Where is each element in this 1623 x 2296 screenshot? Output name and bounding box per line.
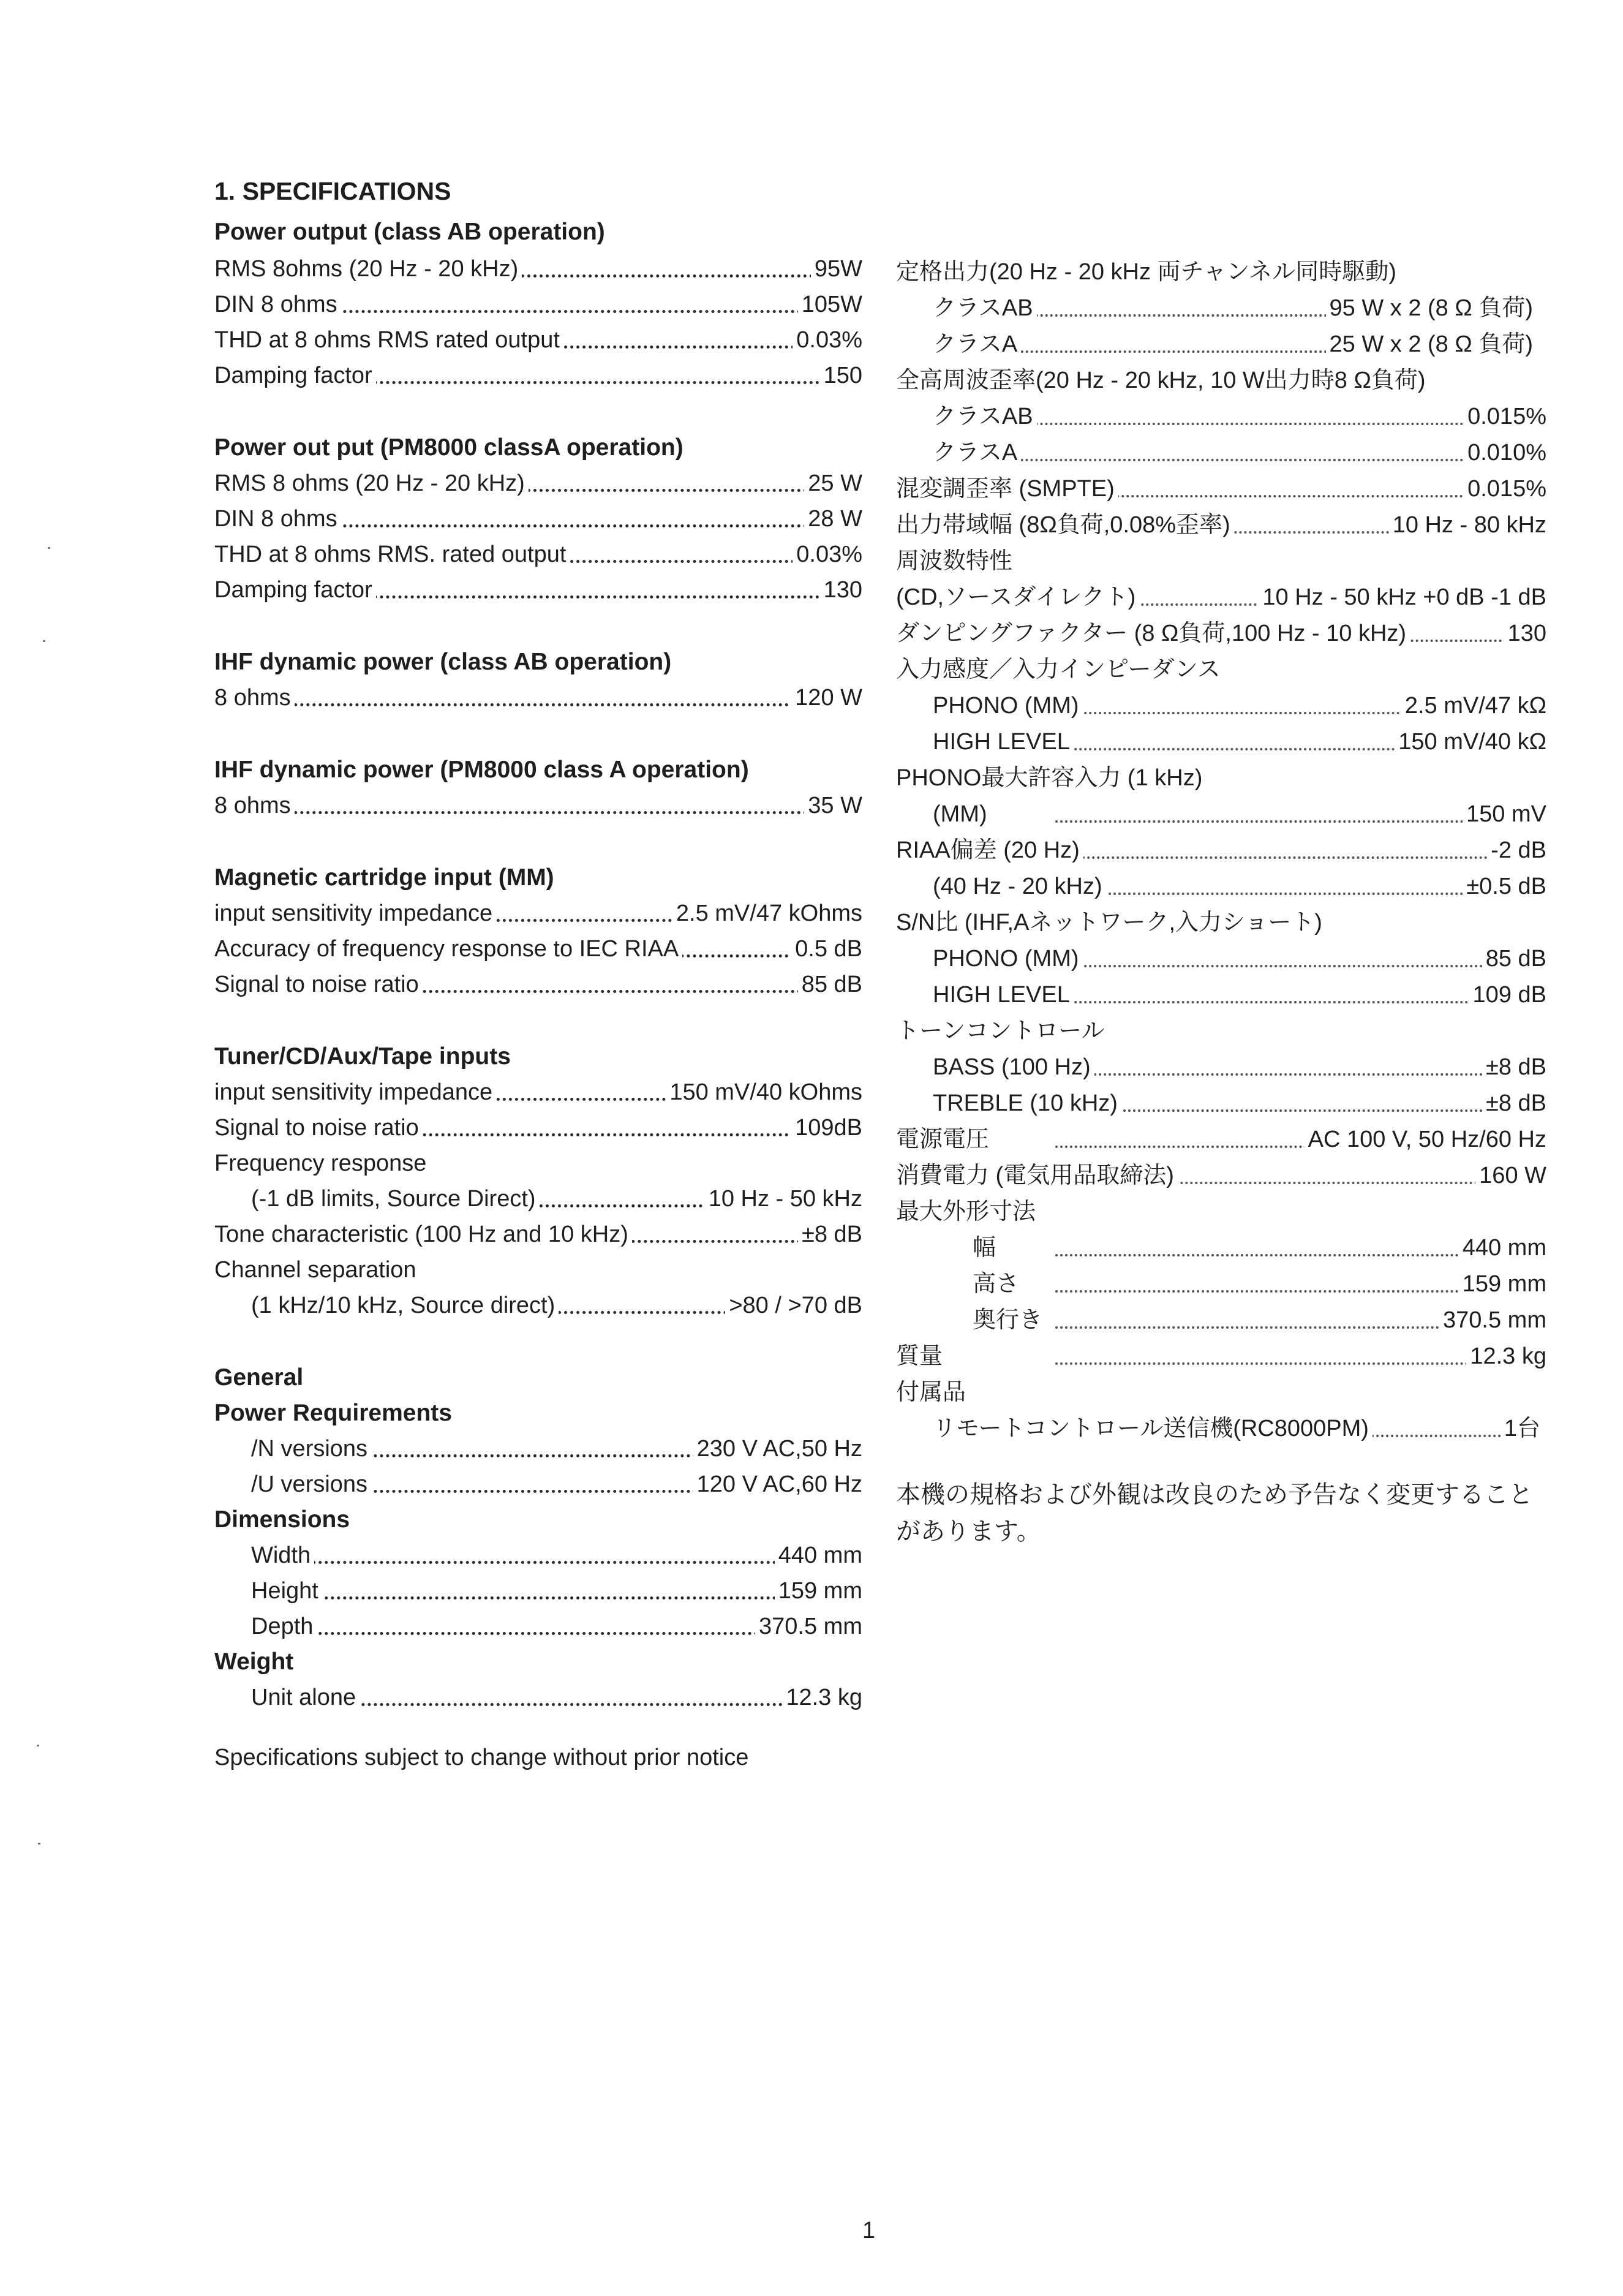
spec-row: 奥行き 370.5 mm — [896, 1302, 1546, 1338]
spec-row: (1 kHz/10 kHz, Source direct) >80 / >70 dB — [214, 1288, 862, 1323]
spec-row: DIN 8 ohms 28 W — [214, 501, 862, 537]
notice-text: Specifications subject to change without prior notice — [214, 1745, 749, 1770]
spec-row: 高さ 159 mm — [896, 1266, 1546, 1302]
spec-row: Width 440 mm — [214, 1538, 862, 1573]
spec-row: THD at 8 ohms RMS. rated output 0.03% — [214, 537, 862, 572]
spec-label: 付属品 — [896, 1380, 966, 1405]
spec-row: (40 Hz - 20 kHz) ±0.5 dB — [896, 869, 1546, 904]
spec-row: 8 ohms 120 W — [214, 680, 862, 716]
spec-row: RMS 8 ohms (20 Hz - 20 kHz) 25 W — [214, 466, 862, 501]
scan-speck — [48, 547, 50, 549]
spec-row: 幅 440 mm — [896, 1230, 1546, 1266]
spec-row: (-1 dB limits, Source Direct) 10 Hz - 50 kHz — [214, 1181, 862, 1217]
spec-label: 全高周波歪率(20 Hz - 20 kHz, 10 W出力時8 Ω負荷) — [896, 368, 1426, 393]
section-heading: Power Requirements — [214, 1400, 452, 1426]
spec-row: 8 ohms 35 W — [214, 788, 862, 823]
spec-row: クラスA 25 W x 2 (8 Ω 負荷) — [896, 327, 1533, 362]
spec-label: トーンコントロール — [896, 1018, 1105, 1044]
spec-row: HIGH LEVEL 109 dB — [896, 977, 1546, 1013]
section-heading: Weight — [214, 1648, 294, 1675]
spec-row: Height 159 mm — [214, 1573, 862, 1609]
section-heading: Dimensions — [214, 1506, 350, 1533]
spec-row: RIAA偏差 (20 Hz) -2 dB — [896, 833, 1546, 868]
spec-row: 消費電力 (電気用品取締法) 160 W — [896, 1158, 1546, 1193]
spec-row: Accuracy of frequency response to IEC RIAA 0.5 dB — [214, 931, 862, 967]
spec-row: /U versions 120 V AC,60 Hz — [214, 1467, 862, 1502]
spec-label: 最大外形寸法 — [896, 1199, 1036, 1225]
spec-row: リモートコントロール送信機(RC8000PM) 1台 — [896, 1411, 1540, 1446]
section-heading: Magnetic cartridge input (MM) — [214, 864, 554, 891]
page-number: 1 — [862, 2218, 876, 2243]
spec-row: Signal to noise ratio 85 dB — [214, 967, 862, 1002]
spec-label: Frequency response — [214, 1150, 427, 1176]
section-heading: IHF dynamic power (PM8000 class A operation) — [214, 757, 749, 783]
spec-row: 混変調歪率 (SMPTE) 0.015% — [896, 471, 1546, 507]
spec-row: ダンピングファクター (8 Ω負荷,100 Hz - 10 kHz) 130 — [896, 616, 1546, 651]
spec-row: /N versions 230 V AC,50 Hz — [214, 1431, 862, 1467]
spec-label: 定格出力(20 Hz - 20 kHz 両チャンネル同時駆動) — [896, 259, 1396, 285]
spec-row: input sensitivity impedance 150 mV/40 kOhms — [214, 1074, 862, 1110]
section-heading: IHF dynamic power (class AB operation) — [214, 649, 672, 675]
spec-label: 入力感度／入力インピーダンス — [896, 657, 1221, 682]
scan-speck — [38, 1843, 40, 1845]
scan-speck — [37, 1745, 39, 1747]
spec-row: Unit alone 12.3 kg — [214, 1680, 862, 1715]
spec-row: クラスAB 95 W x 2 (8 Ω 負荷) — [896, 290, 1533, 326]
spec-row: 出力帯域幅 (8Ω負荷,0.08%歪率) 10 Hz - 80 kHz — [896, 507, 1546, 543]
section-heading: Power output (class AB operation) — [214, 219, 605, 245]
spec-row: BASS (100 Hz) ±8 dB — [896, 1049, 1546, 1085]
spec-row: Tone characteristic (100 Hz and 10 kHz) ±8 dB — [214, 1217, 862, 1252]
spec-row: DIN 8 ohms 105W — [214, 287, 862, 322]
spec-label: S/N比 (IHF,Aネットワーク,入力ショート) — [896, 910, 1322, 935]
spec-label: PHONO最大許容入力 (1 kHz) — [896, 765, 1203, 791]
scan-speck — [43, 640, 45, 642]
jp-notice-text: 本機の規格および外観は改良のため予告なく変更することがあります。 — [896, 1481, 1533, 1545]
spec-row: クラスAB 0.015% — [896, 399, 1546, 434]
section-heading: Tuner/CD/Aux/Tape inputs — [214, 1043, 511, 1070]
spec-row: THD at 8 ohms RMS rated output 0.03% — [214, 322, 862, 358]
spec-row: 質量 12.3 kg — [896, 1339, 1546, 1374]
spec-row: PHONO (MM) 2.5 mV/47 kΩ — [896, 688, 1546, 723]
section-heading: General — [214, 1364, 304, 1391]
spec-row: TREBLE (10 kHz) ±8 dB — [896, 1086, 1546, 1121]
spec-row: RMS 8ohms (20 Hz - 20 kHz) 95W — [214, 251, 862, 287]
spec-row: Damping factor 150 — [214, 358, 862, 393]
spec-label: 周波数特性 — [896, 548, 1013, 574]
spec-row: クラスA 0.010% — [896, 435, 1546, 470]
spec-row: (MM) 150 mV — [896, 796, 1546, 832]
spec-row: Signal to noise ratio 109dB — [214, 1110, 862, 1146]
page-title: 1. SPECIFICATIONS — [214, 177, 451, 205]
spec-row: (CD,ソースダイレクト) 10 Hz - 50 kHz +0 dB -1 dB — [896, 580, 1546, 615]
section-heading: Power out put (PM8000 classA operation) — [214, 434, 683, 461]
spec-label: Channel separation — [214, 1257, 416, 1283]
spec-row: PHONO (MM) 85 dB — [896, 941, 1546, 976]
spec-row: Damping factor 130 — [214, 572, 862, 608]
spec-row: Depth 370.5 mm — [214, 1609, 862, 1644]
spec-row: input sensitivity impedance 2.5 mV/47 kOhms — [214, 896, 862, 931]
spec-row: 電源電圧 AC 100 V, 50 Hz/60 Hz — [896, 1122, 1546, 1157]
spec-row: HIGH LEVEL 150 mV/40 kΩ — [896, 724, 1546, 760]
